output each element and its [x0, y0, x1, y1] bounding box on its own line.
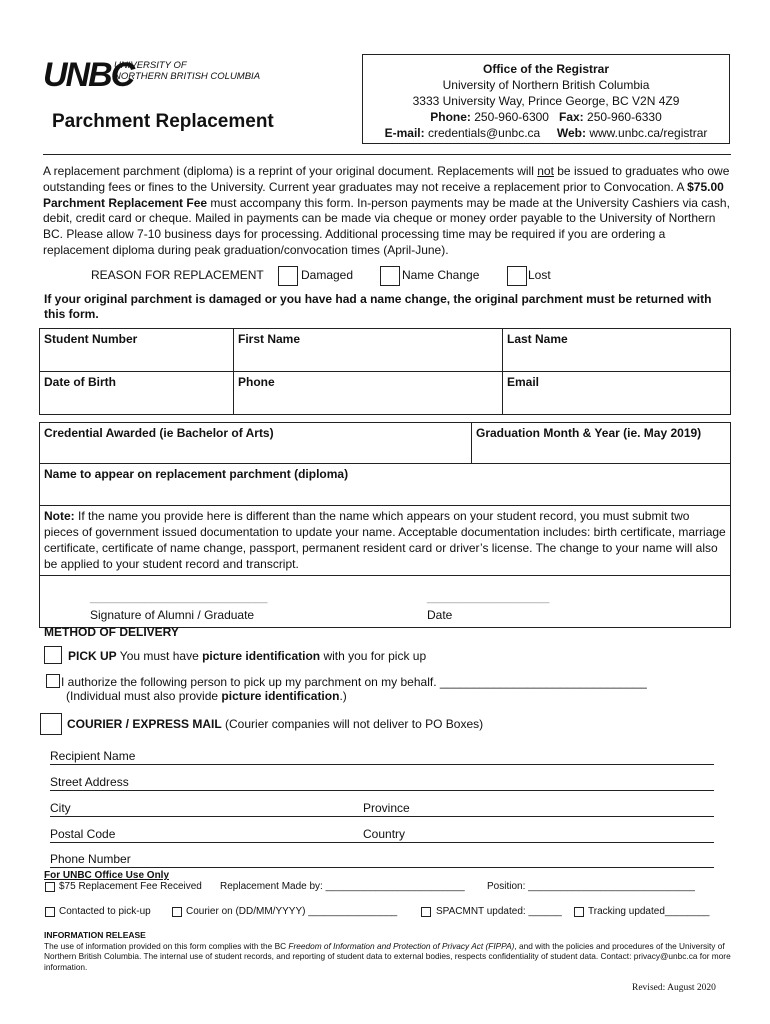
- fax-value: 250-960-6330: [587, 110, 662, 124]
- phone-label: Phone:: [430, 110, 471, 124]
- office-phone-fax: [363, 109, 729, 125]
- email-label: E-mail:: [384, 126, 425, 140]
- information-release: [44, 930, 734, 972]
- position-field: Position: ______________________________: [487, 881, 695, 892]
- tracking-label: Tracking updated________: [588, 906, 710, 917]
- reason-name-change-checkbox[interactable]: [380, 266, 400, 286]
- delivery-title: METHOD OF DELIVERY: [44, 625, 179, 639]
- credential-table: [39, 422, 731, 628]
- reason-lost-checkbox[interactable]: [507, 266, 527, 286]
- name-change-note: Note: If the name you provide here is different than the name which appears on your student record, you must submit two pieces of government issued documentation to update your name. Acceptable documentation includes: birth certificate, marriage certificate, certificate of name change, passport, permanent resident card or driver’s license. The change to your name will also be applied to your student record and transcript.: [40, 506, 731, 576]
- info-release-title: INFORMATION RELEASE: [44, 930, 146, 940]
- courier-on-checkbox[interactable]: [172, 907, 182, 917]
- student-info-table: [39, 328, 731, 415]
- spacmnt-checkbox[interactable]: [421, 907, 431, 917]
- city-province-field[interactable]: City Province: [50, 801, 714, 817]
- recipient-name-field[interactable]: Recipient Name: [50, 749, 714, 765]
- last-name-field[interactable]: Last Name: [503, 329, 731, 372]
- revised-date: Revised: August 2020: [632, 983, 716, 993]
- unbc-logo-mark: UNBC: [43, 56, 134, 94]
- office-address: 3333 University Way, Prince George, BC V2N 4Z9: [412, 94, 680, 108]
- date-of-birth-field[interactable]: Date of Birth: [40, 372, 234, 415]
- date-line[interactable]: ____________________: [427, 592, 550, 604]
- contacted-checkbox[interactable]: [45, 907, 55, 917]
- authorize-checkbox[interactable]: [46, 674, 60, 688]
- return-original-note: If your original parchment is damaged or you have had a name change, the original parchment must be returned with this form.: [44, 292, 712, 321]
- postal-country-field[interactable]: Postal Code Country: [50, 827, 714, 843]
- courier-on-label: Courier on (DD/MM/YYYY) ________________: [186, 906, 398, 917]
- first-name-field[interactable]: First Name: [234, 329, 503, 372]
- phone-value: 250-960-6300: [474, 110, 549, 124]
- reason-lost-label: Lost: [528, 268, 551, 282]
- credential-field[interactable]: Credential Awarded (ie Bachelor of Arts): [40, 423, 472, 464]
- web-label: Web:: [556, 126, 586, 140]
- reason-name-change-label: Name Change: [402, 268, 480, 282]
- signature-line[interactable]: _____________________________: [90, 592, 268, 604]
- graduation-month-field[interactable]: Graduation Month & Year (ie. May 2019): [472, 423, 731, 464]
- student-number-field[interactable]: Student Number: [40, 329, 234, 372]
- pickup-label: PICK UP You must have picture identification with you for pick up: [68, 649, 427, 663]
- unbc-logo-text: [114, 60, 260, 82]
- authorize-label: I authorize the following person to pick up my parchment on my behalf. _______________________________: [61, 675, 647, 689]
- street-address-field[interactable]: Street Address: [50, 775, 714, 791]
- signature-row: [40, 576, 731, 628]
- fee-received-checkbox[interactable]: [45, 882, 55, 892]
- office-use-title: For UNBC Office Use Only: [44, 870, 170, 881]
- reason-damaged-label: Damaged: [301, 268, 354, 282]
- fee-received-label: $75 Replacement Fee Received: [59, 881, 202, 892]
- pickup-checkbox[interactable]: [44, 646, 62, 664]
- registrar-contact-box: [362, 54, 730, 144]
- office-email-web: [363, 125, 729, 141]
- date-label: Date: [427, 608, 453, 622]
- contacted-label: Contacted to pick-up: [59, 906, 151, 917]
- tracking-checkbox[interactable]: [574, 907, 584, 917]
- office-name: Office of the Registrar: [482, 62, 610, 76]
- courier-label: COURIER / EXPRESS MAIL (Courier companies will not deliver to PO Boxes): [67, 717, 484, 731]
- replacement-made-by: Replacement Made by: _________________________: [220, 881, 465, 892]
- email-field[interactable]: Email: [503, 372, 731, 415]
- signature-label: Signature of Alumni / Graduate: [90, 608, 255, 622]
- info-release-text: The use of information provided on this form complies with the BC Freedom of Information and Protection of Privacy Act (FIPPA), and with the policies and procedures of the University of Northern British Columbia. The internal use of student records, and reporting of student data to external bodies, respects confidentiality of student data. Contact: privacy@unbc.ca for more information.: [44, 940, 731, 972]
- name-on-parchment-field[interactable]: Name to appear on replacement parchment (diploma): [40, 464, 731, 506]
- spacmnt-label: SPACMNT updated: ______: [436, 906, 562, 917]
- intro-paragraph: A replacement parchment (diploma) is a reprint of your original document. Replacements will not be issued to graduates who owe outstanding fees or fines to the University. Current year graduates may not receive a replacement prior to Convocation. A $75.00 Parchment Replacement Fee must accompany this form. In-person payments may be made at the University Cashiers via cash, debit, credit card or cheque. Mailed in payments can be made via cheque or money order payable to the University of Northern BC. Please allow 7-10 business days for processing. Additional processing time may be required if you are ordering a replacement diploma during peak graduation/convocation times (April-June).: [43, 164, 730, 257]
- reason-row: [91, 268, 264, 282]
- email-value[interactable]: credentials@unbc.ca: [427, 126, 541, 140]
- authorize-sub: (Individual must also provide picture identification.): [66, 689, 347, 703]
- reason-label: REASON FOR REPLACEMENT: [91, 268, 264, 282]
- office-university: University of Northern British Columbia: [442, 78, 650, 92]
- fax-label: Fax:: [559, 110, 584, 124]
- phone-number-field[interactable]: Phone Number: [50, 852, 714, 868]
- logo-line-2: NORTHERN BRITISH COLUMBIA: [114, 71, 261, 82]
- logo-line-1: UNIVERSITY OF: [114, 60, 187, 71]
- web-value[interactable]: www.unbc.ca/registrar: [589, 126, 708, 140]
- phone-field[interactable]: Phone: [234, 372, 503, 415]
- courier-checkbox[interactable]: [40, 713, 62, 735]
- reason-damaged-checkbox[interactable]: [278, 266, 298, 286]
- page-title: Parchment Replacement: [52, 111, 274, 132]
- header-divider: [43, 154, 731, 155]
